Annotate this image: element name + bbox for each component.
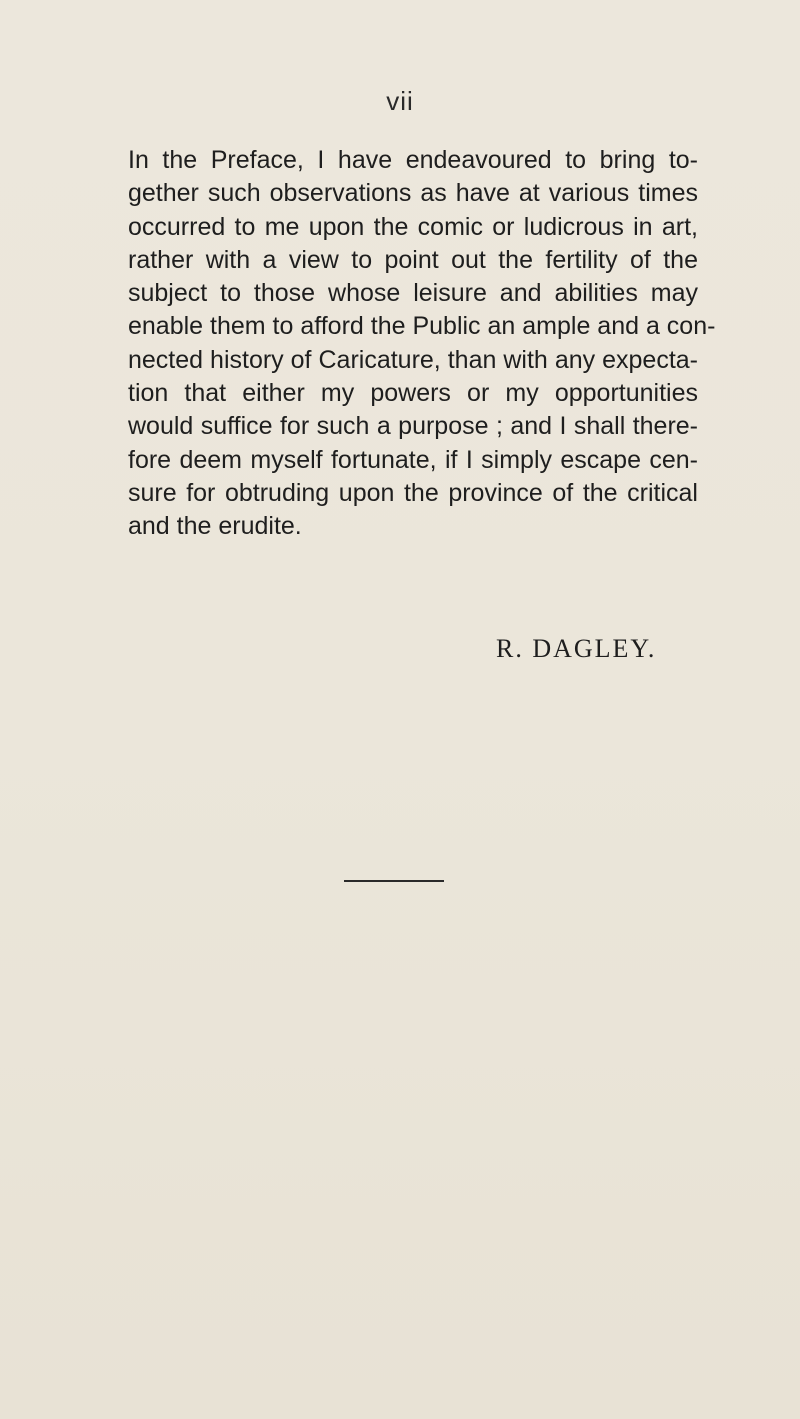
paragraph-line: enable them to afford the Public an ample and a con-	[128, 312, 716, 341]
paragraph-line: rather with a view to point out the fertility of the	[128, 245, 698, 274]
page-number: vii	[386, 86, 414, 116]
paragraph-line: In the Preface, I have endeavoured to bring to-	[128, 146, 698, 174]
paragraph-line: occurred to me upon the comic or ludicrous in art,	[128, 212, 698, 241]
author-signature: R. DAGLEY.	[496, 634, 657, 663]
paragraph-line: nected history of Caricature, than with any expecta-	[128, 345, 698, 374]
paragraph-line: would suffice for such a purpose ; and I shall there-	[128, 412, 698, 441]
paragraph-line: tion that either my powers or my opportunities	[128, 379, 698, 408]
preface-paragraph	[128, 144, 716, 544]
paragraph-line: gether such observations as have at various times	[128, 179, 698, 208]
paragraph-line: sure for obtruding upon the province of the critical	[128, 478, 698, 507]
paragraph-line: and the erudite.	[128, 512, 302, 541]
section-divider	[344, 880, 444, 882]
paragraph-line: subject to those whose leisure and abilities may	[128, 279, 698, 308]
paragraph-line: fore deem myself fortunate, if I simply escape cen-	[128, 445, 698, 474]
